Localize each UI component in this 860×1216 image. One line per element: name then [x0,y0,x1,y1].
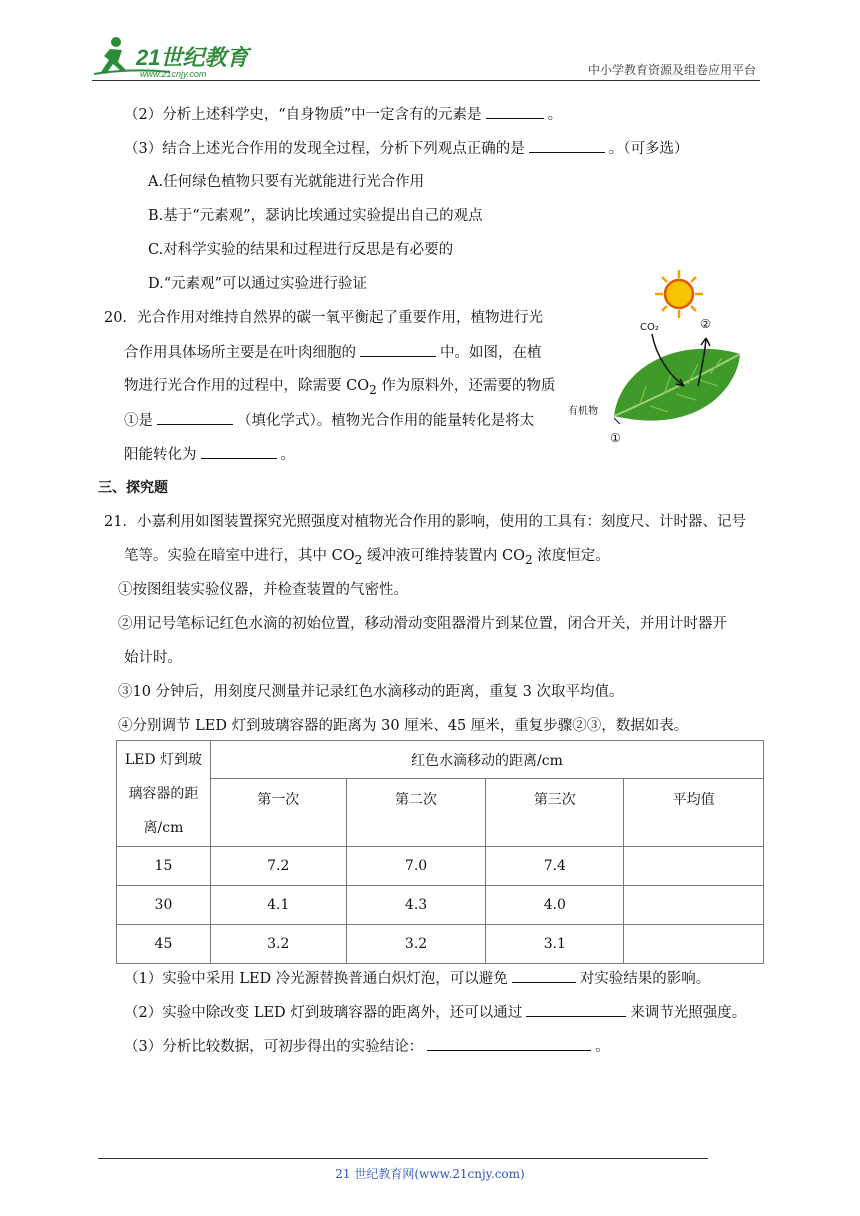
q21-step3: ③10 分钟后，用刻度尺测量并记录红色水滴移动的距离，重复 3 次取平均值。 [118,684,624,700]
q20-line1: 20．光合作用对维持自然界的碳一氧平衡起了重要作用，植物进行光 [104,310,543,326]
q21-step4: ④分别调节 LED 灯到玻璃容器的距离为 30 厘米、45 厘米，重复步骤②③，数据如表。 [118,718,689,734]
option-a: A.任何绿色植物只要有光就能进行光合作用 [148,174,425,190]
table-cell: 3.1 [486,925,624,964]
option-c: C.对科学实验的结果和过程进行反思是有必要的 [148,242,454,258]
distance-cell: 15 [117,847,211,886]
average-cell[interactable] [624,886,764,925]
table-cell: 3.2 [210,925,346,964]
table-cell: 7.0 [346,847,486,886]
q21-step1: ①按图组装实验仪器，并检查装置的气密性。 [118,582,408,598]
q21-sub3: （3）分析比较数据，可初步得出的实验结论： 。 [124,1036,610,1057]
group-header: 红色水滴移动的距离/cm [210,741,763,779]
sun-icon [655,270,703,318]
photosynthesis-figure [560,266,760,456]
answer-blank[interactable] [427,1036,591,1051]
footer-divider [98,1158,708,1159]
table-cell: 3.2 [346,925,486,964]
data-table [116,740,764,964]
average-cell[interactable] [624,847,764,886]
header-divider [92,80,760,81]
organic-label: 有机物 [568,406,598,417]
site-logo [92,34,262,82]
column-header: 第三次 [486,779,624,847]
answer-blank[interactable] [512,968,576,983]
distance-cell: 30 [117,886,211,925]
q20-line4: ①是 （填化学式）。植物光合作用的能量转化是将太 [124,410,534,431]
co2-label: CO₂ [640,322,659,333]
logo-text: 21世纪教育 [136,45,249,70]
table-row [117,886,764,925]
row-header-cell: LED 灯到玻 璃容器的距 离/cm [117,741,211,847]
q21-sub1: （1）实验中采用 LED 冷光源替换普通白炽灯泡，可以避免 对实验结果的影响。 [124,968,710,989]
table-cell: 4.0 [486,886,624,925]
column-header: 第一次 [210,779,346,847]
q19-part3: （3）结合上述光合作用的发现全过程，分析下列观点正确的是 。（可多选） [124,138,688,159]
q19-part2: （2）分析上述科学史，“自身物质”中一定含有的元素是 。 [124,104,562,125]
q21-line2: 笔等。实验在暗室中进行，其中 $CO_2$ 缓冲液可维持装置内 $CO_2$ 浓度恒定。 [124,548,610,567]
q20-line3: 物进行光合作用的过程中，除需要 $CO_2$ 作为原料外，还需要的物质 [124,378,556,397]
label-2: ② [700,317,711,331]
footer-text[interactable]: 21 世纪教育网(www.21cnjy.com) [335,1167,525,1181]
distance-cell: 45 [117,925,211,964]
header-tagline: 中小学教育资源及组卷应用平台 [587,63,756,77]
q21-sub2: （2）实验中除改变 LED 灯到玻璃容器的距离外，还可以通过 来调节光照强度。 [124,1002,746,1023]
q20-line5: 阳能转化为 。 [124,444,295,465]
q21-step2-cont: 始计时。 [124,650,182,666]
answer-blank[interactable] [526,1002,626,1017]
q21-line1: 21．小嘉利用如图装置探究光照强度对植物光合作用的影响，使用的工具有：刻度尺、计时器、记号 [104,514,746,530]
table-row [117,925,764,964]
logo-url: www.21cnjy.com [140,69,207,79]
option-b: B.基于“元素观”，瑟讷比埃通过实验提出自己的观点 [148,208,483,224]
table-cell: 4.1 [210,886,346,925]
column-header: 第二次 [346,779,486,847]
answer-blank[interactable] [360,342,436,357]
table-row [117,847,764,886]
answer-blank[interactable] [201,444,277,459]
answer-blank[interactable] [157,410,233,425]
section-title: 三、探究题 [98,480,168,496]
option-d: D.“元素观”可以通过实验进行验证 [148,276,368,292]
average-cell[interactable] [624,925,764,964]
table-cell: 7.2 [210,847,346,886]
answer-blank[interactable] [486,104,544,119]
column-header: 平均值 [624,779,764,847]
table-cell: 7.4 [486,847,624,886]
answer-blank[interactable] [529,138,605,153]
q20-line2: 合作用具体场所主要是在叶肉细胞的 中。如图，在植 [124,342,542,363]
table-cell: 4.3 [346,886,486,925]
label-1: ① [610,431,621,445]
q21-step2: ②用记号笔标记红色水滴的初始位置，移动滑动变阻器滑片到某位置，闭合开关，并用计时器开 [118,616,727,632]
